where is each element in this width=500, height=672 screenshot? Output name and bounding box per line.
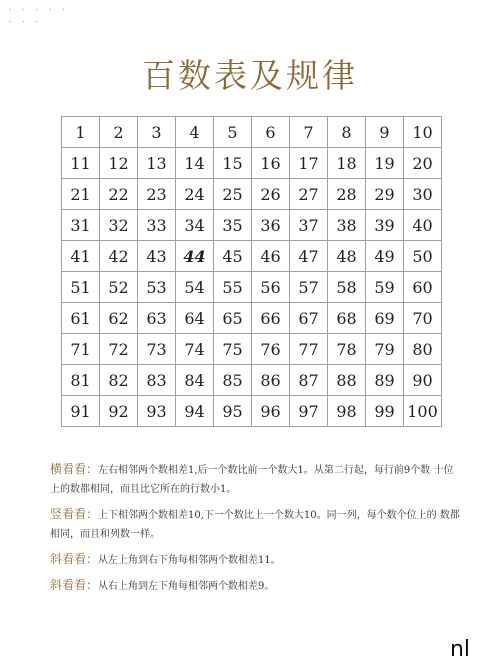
table-cell: 39 — [366, 210, 404, 241]
table-cell: 19 — [366, 148, 404, 179]
table-cell: 21 — [62, 179, 100, 210]
rule-label: 斜看看： — [50, 578, 99, 592]
table-cell: 62 — [100, 303, 138, 334]
table-cell: 51 — [62, 272, 100, 303]
table-row — [62, 396, 442, 427]
rule-label: 斜看看： — [50, 552, 99, 566]
table-row — [62, 117, 442, 148]
table-cell: 37 — [290, 210, 328, 241]
table-cell: 6 — [252, 117, 290, 148]
rule-text: 左右相邻两个数相差1,后一个数比前一个数大1。从第二行起，每行前9个数 十位上的数都相同，而且比它所在的行数小1。 — [50, 465, 454, 495]
table-cell: 23 — [138, 179, 176, 210]
table-row — [62, 210, 442, 241]
table-cell: 41 — [62, 241, 100, 272]
table-cell: 81 — [62, 365, 100, 396]
table-cell: 16 — [252, 148, 290, 179]
table-cell: 34 — [176, 210, 214, 241]
rule-diagonal-down-left — [50, 576, 460, 596]
table-cell: 71 — [62, 334, 100, 365]
table-cell: 67 — [290, 303, 328, 334]
table-cell: 54 — [176, 272, 214, 303]
table-cell: 80 — [404, 334, 442, 365]
table-cell: 73 — [138, 334, 176, 365]
table-cell: 26 — [252, 179, 290, 210]
table-cell: 3 — [138, 117, 176, 148]
table-cell: 36 — [252, 210, 290, 241]
table-cell: 45 — [214, 241, 252, 272]
table-cell: 5 — [214, 117, 252, 148]
table-cell: 77 — [290, 334, 328, 365]
table-cell: 76 — [252, 334, 290, 365]
table-cell: 33 — [138, 210, 176, 241]
table-cell: 95 — [214, 396, 252, 427]
table-cell: 97 — [290, 396, 328, 427]
table-cell: 82 — [100, 365, 138, 396]
table-cell: 48 — [328, 241, 366, 272]
rule-text: 上下相邻两个数相差10,下一个数比上一个数大10。同一列，每个数个位上的 数都相同，而且和列数一样。 — [50, 510, 460, 540]
table-cell: 61 — [62, 303, 100, 334]
table-cell: 79 — [366, 334, 404, 365]
table-cell: 98 — [328, 396, 366, 427]
table-cell: 85 — [214, 365, 252, 396]
table-cell: 96 — [252, 396, 290, 427]
table-cell: 87 — [290, 365, 328, 396]
table-cell: 35 — [214, 210, 252, 241]
table-cell: 14 — [176, 148, 214, 179]
table-cell: 78 — [328, 334, 366, 365]
table-cell: 29 — [366, 179, 404, 210]
table-row — [62, 334, 442, 365]
table-cell: 9 — [366, 117, 404, 148]
table-cell: 24 — [176, 179, 214, 210]
table-cell: 38 — [328, 210, 366, 241]
table-cell: 99 — [366, 396, 404, 427]
table-cell: 75 — [214, 334, 252, 365]
decorative-ticks: ` ` ` — [8, 21, 43, 31]
table-cell: 10 — [404, 117, 442, 148]
table-cell: 7 — [290, 117, 328, 148]
rule-text: 从右上角到左下角每相邻两个数相差9。 — [98, 581, 275, 592]
rule-label: 竖看看： — [50, 507, 99, 521]
table-cell: 42 — [100, 241, 138, 272]
table-cell: 11 — [62, 148, 100, 179]
table-cell: 72 — [100, 334, 138, 365]
table-row — [62, 365, 442, 396]
table-cell: 52 — [100, 272, 138, 303]
watermark-logo: nl — [449, 637, 470, 662]
table-cell: 43 — [138, 241, 176, 272]
table-cell: 60 — [404, 272, 442, 303]
table-cell: 32 — [100, 210, 138, 241]
hundred-chart-table — [61, 116, 442, 427]
table-cell: 74 — [176, 334, 214, 365]
table-cell: 31 — [62, 210, 100, 241]
table-cell: 64 — [176, 303, 214, 334]
table-cell: 20 — [404, 148, 442, 179]
rule-vertical — [50, 505, 460, 544]
table-cell: 90 — [404, 365, 442, 396]
table-cell: 46 — [252, 241, 290, 272]
table-cell: 4 — [176, 117, 214, 148]
table-cell: 53 — [138, 272, 176, 303]
table-cell: 8 — [328, 117, 366, 148]
rule-diagonal-down-right — [50, 550, 460, 570]
rule-label: 横看看： — [50, 462, 99, 476]
table-row — [62, 241, 442, 272]
table-cell: 57 — [290, 272, 328, 303]
table-cell: 69 — [366, 303, 404, 334]
decorative-ticks: ` ` ` ` ` — [8, 9, 69, 19]
table-cell: 13 — [138, 148, 176, 179]
table-cell: 49 — [366, 241, 404, 272]
table-cell: 47 — [290, 241, 328, 272]
table-row — [62, 179, 442, 210]
table-cell: 27 — [290, 179, 328, 210]
table-row — [62, 303, 442, 334]
table-cell: 40 — [404, 210, 442, 241]
table-cell: 63 — [138, 303, 176, 334]
table-cell: 44 — [176, 241, 214, 272]
table-cell: 30 — [404, 179, 442, 210]
table-cell: 17 — [290, 148, 328, 179]
table-cell: 70 — [404, 303, 442, 334]
table-cell: 94 — [176, 396, 214, 427]
rule-horizontal — [50, 460, 460, 499]
table-cell: 56 — [252, 272, 290, 303]
table-row — [62, 272, 442, 303]
table-cell: 59 — [366, 272, 404, 303]
table-cell: 68 — [328, 303, 366, 334]
table-cell: 66 — [252, 303, 290, 334]
table-cell: 88 — [328, 365, 366, 396]
table-row — [62, 148, 442, 179]
table-cell: 22 — [100, 179, 138, 210]
table-cell: 1 — [62, 117, 100, 148]
rule-text: 从左上角到右下角每相邻两个数相差11。 — [98, 555, 281, 566]
table-cell: 55 — [214, 272, 252, 303]
table-cell: 100 — [404, 396, 442, 427]
table-cell: 92 — [100, 396, 138, 427]
table-cell: 89 — [366, 365, 404, 396]
table-cell: 2 — [100, 117, 138, 148]
table-cell: 83 — [138, 365, 176, 396]
rules-section — [50, 460, 460, 602]
table-cell: 25 — [214, 179, 252, 210]
table-cell: 50 — [404, 241, 442, 272]
table-cell: 15 — [214, 148, 252, 179]
table-cell: 58 — [328, 272, 366, 303]
table-cell: 65 — [214, 303, 252, 334]
table-cell: 12 — [100, 148, 138, 179]
table-cell: 91 — [62, 396, 100, 427]
table-cell: 84 — [176, 365, 214, 396]
page-title: 百数表及规律 — [142, 56, 358, 95]
table-cell: 93 — [138, 396, 176, 427]
table-cell: 86 — [252, 365, 290, 396]
table-cell: 28 — [328, 179, 366, 210]
table-cell: 18 — [328, 148, 366, 179]
